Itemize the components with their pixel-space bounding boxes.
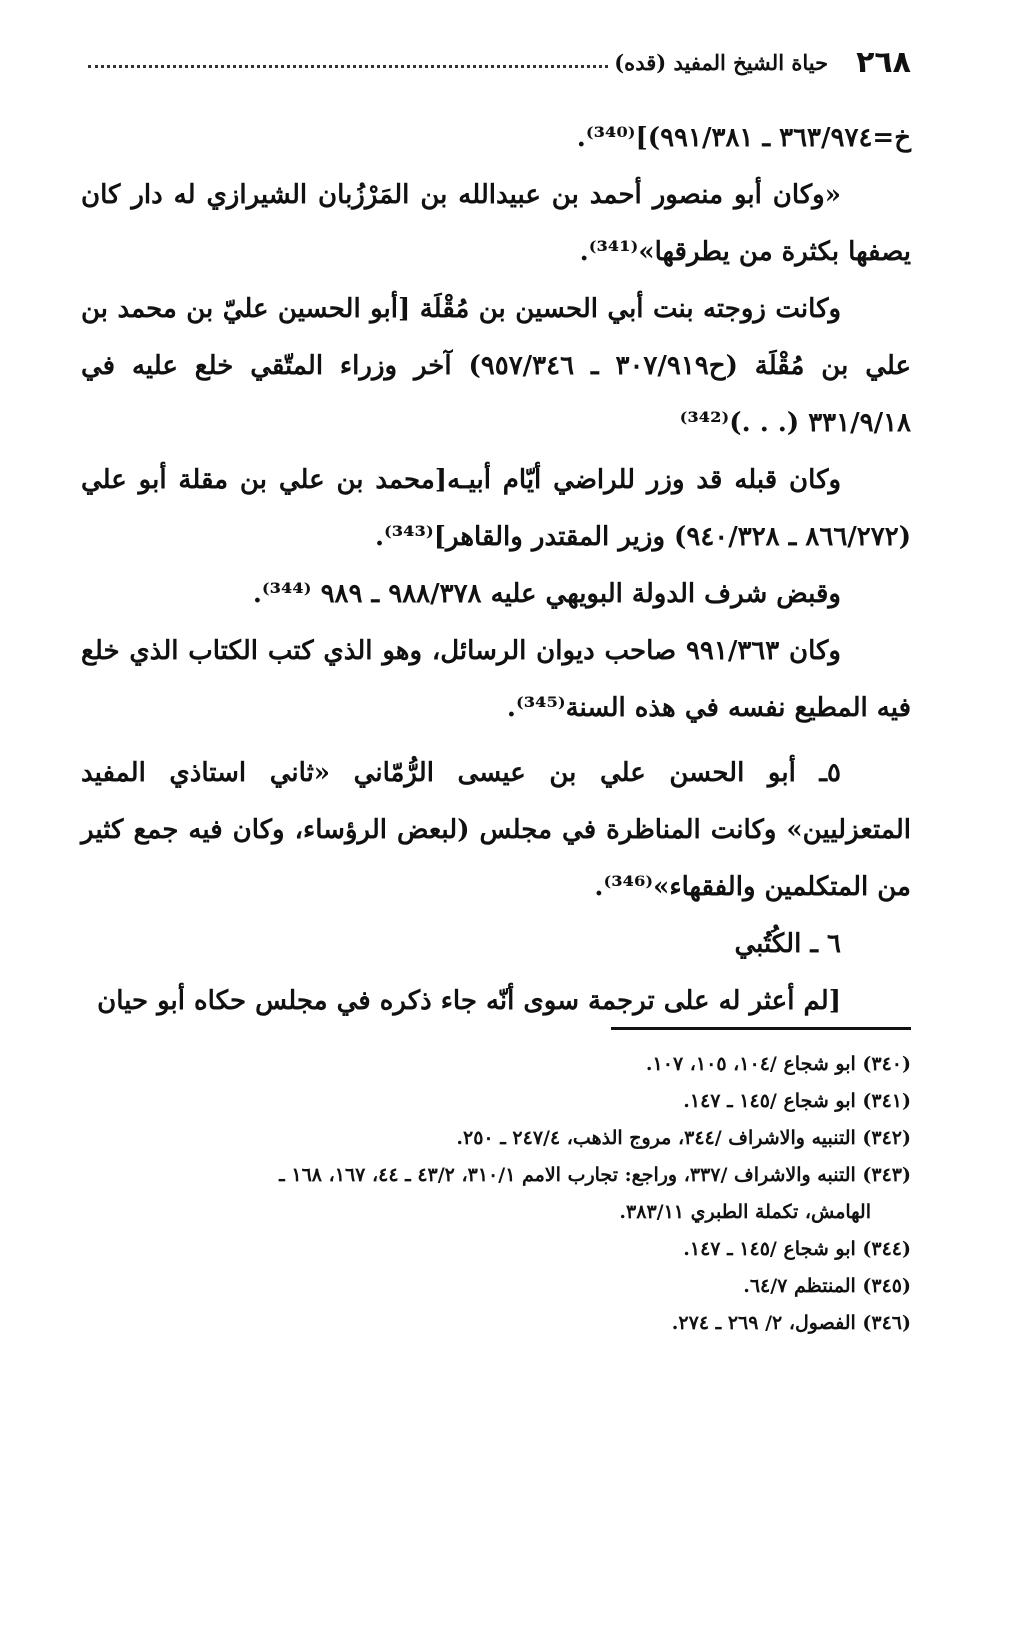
footnote: (٣٤٢) التنبيه والاشراف /٣٤٤، مروج الذهب، ٢٤٧/٤ ـ ٢٥٠. [456,1127,911,1149]
page-number: ٢٦٨ [856,44,911,80]
paragraph: وكان ٩٩١/٣٦٣ صاحب ديوان الرسائل، وهو الذي كتب الكتاب الذي خلع فيه المطيع نفسه في هذه السنة⁽³⁴⁵⁾. [81,636,911,723]
paragraph: [لم أعثر له على ترجمة سوى أنّه جاء ذكره في مجلس حكاه أبو حيان [97,986,841,1016]
footnotes [81,1046,911,1342]
footnote: (٣٤٥) المنتظم ٦٤/٧. [743,1275,911,1297]
footnote-divider [611,1027,911,1030]
body-text [81,110,911,1030]
running-title: حياة الشيخ المفيد (قده) [614,49,829,75]
page-header [82,40,911,84]
paragraph: وكانت زوجته بنت أبي الحسين بن مُقْلَة [أبو الحسين عليّ بن محمد بن علي بن مُقْلَة (ح٣٠٧/٩١٩ ـ ٩٥٧/٣٤٦) آخر وزراء المتّقي خلع عليه في ٣٣١/٩/١٨ (. . .)⁽³⁴²⁾ [81,294,911,438]
footnote-continuation: الهامش، تكملة الطبري ٣٨٣/١١. [619,1201,871,1223]
section-heading-6: ٦ ـ الكُتُبي [734,929,841,959]
paragraph: «وكان أبو منصور أحمد بن عبيدالله بن المَرْزُبان الشيرازي له دار كان يصفها بكثرة من يطرقها»⁽³⁴¹⁾. [81,180,911,267]
running-title-wrap [82,50,828,75]
header-dot-leader [88,65,608,68]
footnote: (٣٤٦) الفصول، ٢/ ٢٦٩ ـ ٢٧٤. [671,1312,911,1334]
footnote: (٣٤٤) ابو شجاع /١٤٥ ـ ١٤٧. [683,1238,911,1260]
paragraph-section-5: ٥ـ أبو الحسن علي بن عيسى الرُّمّاني «ثاني استاذي المفيد المتعزليين» وكانت المناظرة في مجلس (لبعض الرؤساء، وكان فيه جمع كثير من المتكلمين والفقهاء»⁽³⁴⁶⁾. [81,758,911,902]
paragraph-continuation: خ=٣٦٣/٩٧٤ ـ ٩٩١/٣٨١)]⁽³⁴⁰⁾. [576,123,911,153]
paragraph: وقبض شرف الدولة البويهي عليه ٩٨٨/٣٧٨ ـ ٩٨٩ ⁽³⁴⁴⁾. [252,579,841,609]
paragraph: وكان قبله قد وزر للراضي أيّام أبيـه[محمد بن علي بن مقلة أبو علي (٨٦٦/٢٧٢ ـ ٩٤٠/٣٢٨) وزير المقتدر والقاهر]⁽³⁴³⁾. [81,465,911,552]
footnote: (٣٤١) ابو شجاع /١٤٥ ـ ١٤٧. [683,1090,911,1112]
footnote: (٣٤٠) ابو شجاع /١٠٤، ١٠٥، ١٠٧. [645,1053,911,1075]
footnote: (٣٤٣) التنبه والاشراف /٣٣٧، وراجع: تجارب الامم ٣١٠/١، ٤٣/٢ ـ ٤٤، ١٦٧، ١٦٨ ـ [279,1164,911,1186]
